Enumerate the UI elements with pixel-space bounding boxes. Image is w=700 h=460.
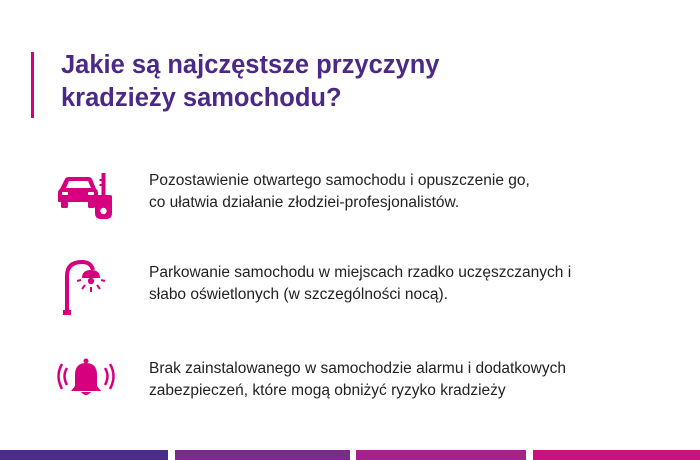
page-title [61,49,621,115]
footer-bar-segment [533,450,700,460]
reason-text [149,262,669,306]
reason-text-line-1: Parkowanie samochodu w miejscach rzadko uczęszczanych i [149,264,572,281]
street-lamp-icon [56,258,116,318]
reason-text-line-1: Pozostawienie otwartego samochodu i opuszczenie go, [149,172,530,189]
car-key-icon [56,167,116,227]
footer-bar-segment [356,450,526,460]
footer-color-bars [0,450,700,460]
reason-text-line-2: co ułatwia działanie złodziei-profesjonalistów. [149,194,460,211]
title-accent-bar [31,52,34,118]
reason-text-line-2: słabo oświetlonych (w szczególności nocą). [149,286,448,303]
reason-text-line-2: zabezpieczeń, które mogą obniżyć ryzyko kradzieży [149,382,506,399]
reason-text [149,170,669,214]
footer-bar-segment [0,450,168,460]
reason-text [149,358,669,402]
alarm-bell-icon [56,354,116,414]
footer-bar-segment [175,450,350,460]
reason-text-line-1: Brak zainstalowanego w samochodzie alarmu i dodatkowych [149,360,566,377]
title-line-2: kradzieży samochodu? [61,84,342,112]
title-line-1: Jakie są najczęstsze przyczyny [61,51,440,79]
